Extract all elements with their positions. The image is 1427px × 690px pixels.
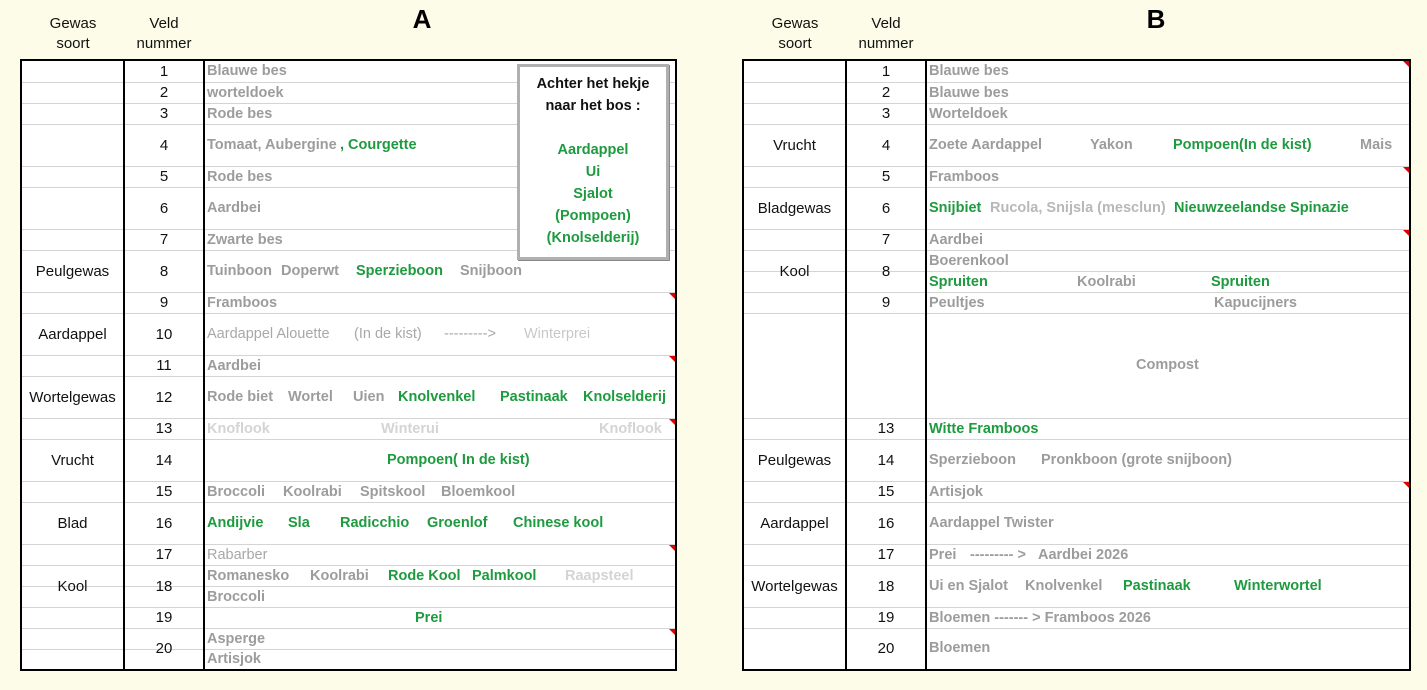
table-row <box>744 628 1409 670</box>
plot-entry: Rucola, Snijsla (mesclun) <box>990 200 1166 216</box>
comment-marker[interactable] <box>669 356 675 362</box>
field-number: 2 <box>159 84 169 101</box>
plot-entry: (In de kist) <box>354 326 422 342</box>
plot-entry: Groenlof <box>427 515 488 531</box>
plot-entry: Broccoli <box>207 484 266 500</box>
field-number: 5 <box>881 168 891 185</box>
note-line: naar het bos : <box>545 98 641 114</box>
plot-entry: Prei <box>929 547 957 563</box>
plot-entry: Rode biet <box>207 389 274 405</box>
field-number: 13 <box>877 420 895 437</box>
plot-entry: Ui en Sjalot <box>929 578 1008 594</box>
gewas-label: Vrucht <box>51 451 94 469</box>
field-number: 1 <box>159 63 169 80</box>
field-number: 5 <box>159 168 169 185</box>
gewas-label: Wortelgewas <box>29 388 116 406</box>
note-item: Ui <box>585 164 601 180</box>
plot-entry: Koolrabi <box>1077 274 1136 290</box>
table-row <box>744 103 1409 125</box>
plot-entry: Raapsteel <box>565 568 634 584</box>
plot-entry: Sla <box>288 515 310 531</box>
plot-entry: Winterprei <box>524 326 591 342</box>
plot-entry: Artisjok <box>207 651 261 667</box>
plot-entry: Blauwe bes <box>207 63 287 79</box>
table-row <box>744 292 1409 314</box>
panel-b-gewas-header: Gewas soort <box>771 15 819 52</box>
plot-entry: Radicchio <box>340 515 410 531</box>
plot-entry: Aardbei 2026 <box>1038 547 1129 563</box>
gewas-label: Wortelgewas <box>751 577 838 595</box>
gewas-label: Bladgewas <box>757 199 832 217</box>
plot-entry: Spruiten <box>1211 274 1270 290</box>
panel-b-table <box>742 59 1411 671</box>
plot-entry: Prei <box>415 610 443 626</box>
panel-a-table <box>20 59 677 671</box>
plot-entry: Kapucijners <box>1214 295 1297 311</box>
column-divider <box>925 61 927 669</box>
field-number: 1 <box>881 63 891 80</box>
plot-entry: Knolvenkel <box>398 389 476 405</box>
gewas-label: Aardappel <box>760 514 829 532</box>
field-number: 13 <box>155 420 173 437</box>
plot-entry: Compost <box>1136 357 1199 373</box>
table-row <box>744 229 1409 251</box>
field-number: 14 <box>155 451 173 469</box>
field-number: 6 <box>881 199 891 217</box>
plot-entry: Bloemen <box>929 640 991 656</box>
plot-entry: Tuinboon <box>207 263 272 279</box>
plot-entry: Sperzieboon <box>929 452 1017 468</box>
table-row <box>744 544 1409 566</box>
plot-entry: Framboos <box>207 295 278 311</box>
field-number: 3 <box>881 105 891 122</box>
column-divider <box>203 61 205 669</box>
note-box <box>517 64 669 260</box>
field-number: 12 <box>155 388 173 406</box>
plot-entry: Mais <box>1360 137 1393 153</box>
plot-entry: Romanesko <box>207 568 290 584</box>
plot-entry: Blauwe bes <box>929 85 1009 101</box>
field-number: 18 <box>155 577 173 595</box>
gewas-label: Peulgewas <box>757 451 832 469</box>
plot-entry: Rode bes <box>207 169 273 185</box>
plot-entry: Spitskool <box>360 484 426 500</box>
field-number: 20 <box>877 640 895 657</box>
table-row <box>744 166 1409 188</box>
field-number: 20 <box>155 640 173 657</box>
plot-entry: Pastinaak <box>1123 578 1191 594</box>
note-item: Aardappel <box>557 142 629 158</box>
plot-entry: Zwarte bes <box>207 232 283 248</box>
plot-entry: Palmkool <box>472 568 537 584</box>
comment-marker[interactable] <box>1403 230 1409 236</box>
plot-entry: Blauwe bes <box>929 63 1009 79</box>
field-number: 17 <box>155 546 173 563</box>
plot-entry: Aardbei <box>207 358 261 374</box>
plot-entry: Rode bes <box>207 106 273 122</box>
plot-entry: Chinese kool <box>513 515 604 531</box>
plot-entry: Sperzieboon <box>356 263 444 279</box>
plot-entry: Andijvie <box>207 515 264 531</box>
plot-entry: Winterwortel <box>1234 578 1322 594</box>
plot-entry: Wortel <box>288 389 333 405</box>
panel-b-veld-header: Veld nummer <box>858 15 914 52</box>
plot-entry: Rode Kool <box>388 568 461 584</box>
comment-marker[interactable] <box>669 545 675 551</box>
note-item: (Pompoen) <box>555 208 631 224</box>
plot-entry: Rabarber <box>207 547 268 563</box>
field-number: 18 <box>877 577 895 595</box>
plot-entry: Framboos <box>929 169 1000 185</box>
table-row <box>744 607 1409 629</box>
field-number: 16 <box>155 514 173 532</box>
table-row <box>744 481 1409 503</box>
field-number: 19 <box>877 609 895 626</box>
field-number: 17 <box>877 546 895 563</box>
panel-a-veld-header: Veld nummer <box>136 15 192 52</box>
field-number: 2 <box>881 84 891 101</box>
gewas-label: Peulgewas <box>35 262 110 280</box>
gewas-label: Kool <box>57 577 88 595</box>
plot-entry: Broccoli <box>207 589 266 605</box>
plot-entry: Tomaat, Aubergine <box>207 137 337 153</box>
plot-entry: Aardappel Alouette <box>207 326 330 342</box>
panel-a-gewas-header: Gewas soort <box>49 15 97 52</box>
plot-entry: --------- > <box>970 547 1026 563</box>
note-item: (Knolselderij) <box>546 230 640 246</box>
plot-entry: Bloemkool <box>441 484 516 500</box>
plot-entry: Artisjok <box>929 484 983 500</box>
note-line: Achter het hekje <box>536 76 650 92</box>
plot-entry: Uien <box>353 389 385 405</box>
plot-entry: Witte Framboos <box>929 421 1039 437</box>
field-number: 4 <box>881 136 891 154</box>
panel-a-title: A <box>412 4 432 34</box>
plot-entry: Knoflook <box>207 421 270 437</box>
field-number: 7 <box>881 231 891 248</box>
plot-entry: worteldoek <box>207 85 284 101</box>
field-number: 3 <box>159 105 169 122</box>
plot-entry: Asperge <box>207 631 266 647</box>
plot-entry: Aardbei <box>207 200 261 216</box>
field-number: 16 <box>877 514 895 532</box>
plot-entry: Peultjes <box>929 295 985 311</box>
plot-entry: Spruiten <box>929 274 988 290</box>
table-row <box>744 418 1409 440</box>
comment-marker[interactable] <box>1403 482 1409 488</box>
plot-entry: ---------> <box>444 326 496 342</box>
field-number: 4 <box>159 136 169 154</box>
plot-entry: Boerenkool <box>929 253 1009 269</box>
gewas-label: Aardappel <box>38 325 107 343</box>
field-number: 8 <box>159 262 169 280</box>
plot-entry: Pompoen( In de kist) <box>387 452 530 468</box>
plot-entry: Koolrabi <box>310 568 369 584</box>
field-number: 15 <box>155 483 173 500</box>
plot-entry: Aardbei <box>929 232 983 248</box>
plot-entry: Snijboon <box>460 263 523 279</box>
field-number: 9 <box>159 294 169 311</box>
plot-entry: Yakon <box>1090 137 1133 153</box>
plot-entry: Pronkboon (grote snijboon) <box>1041 452 1232 468</box>
plot-entry: Pompoen(In de kist) <box>1173 137 1312 153</box>
plot-entry: Aardappel Twister <box>929 515 1054 531</box>
comment-marker[interactable] <box>669 293 675 299</box>
table-row <box>744 61 1409 82</box>
comment-marker[interactable] <box>1403 167 1409 173</box>
plot-entry: Winterui <box>381 421 439 437</box>
plot-entry: Doperwt <box>281 263 339 279</box>
field-number: 6 <box>159 199 169 217</box>
gewas-label: Blad <box>57 514 88 532</box>
field-number: 14 <box>877 451 895 469</box>
comment-marker[interactable] <box>669 419 675 425</box>
field-number: 7 <box>159 231 169 248</box>
plot-entry: Worteldoek <box>929 106 1008 122</box>
plot-entry: Zoete Aardappel <box>929 137 1043 153</box>
panel-b-title: B <box>1146 4 1166 34</box>
field-number: 11 <box>156 357 172 374</box>
plot-entry: Knoflook <box>599 421 662 437</box>
plot-entry: Bloemen ------- > Framboos 2026 <box>929 610 1151 626</box>
field-number: 9 <box>881 294 891 311</box>
plot-entry: , Courgette <box>340 137 417 153</box>
field-number: 8 <box>881 262 891 280</box>
field-number: 10 <box>155 325 173 343</box>
comment-marker[interactable] <box>1403 61 1409 67</box>
gewas-label: Kool <box>779 262 810 280</box>
note-item: Sjalot <box>573 186 613 202</box>
field-number: 19 <box>155 609 173 626</box>
table-row <box>744 313 1409 419</box>
comment-marker[interactable] <box>669 629 675 635</box>
plot-entry: Pastinaak <box>500 389 568 405</box>
field-number: 15 <box>877 483 895 500</box>
plot-entry: Knolvenkel <box>1025 578 1103 594</box>
table-row <box>744 82 1409 104</box>
plot-entry: Knolselderij <box>583 389 666 405</box>
plot-entry: Koolrabi <box>283 484 342 500</box>
plot-entry: Snijbiet <box>929 200 982 216</box>
plot-entry: Nieuwzeelandse Spinazie <box>1174 200 1349 216</box>
gewas-label: Vrucht <box>773 136 816 154</box>
